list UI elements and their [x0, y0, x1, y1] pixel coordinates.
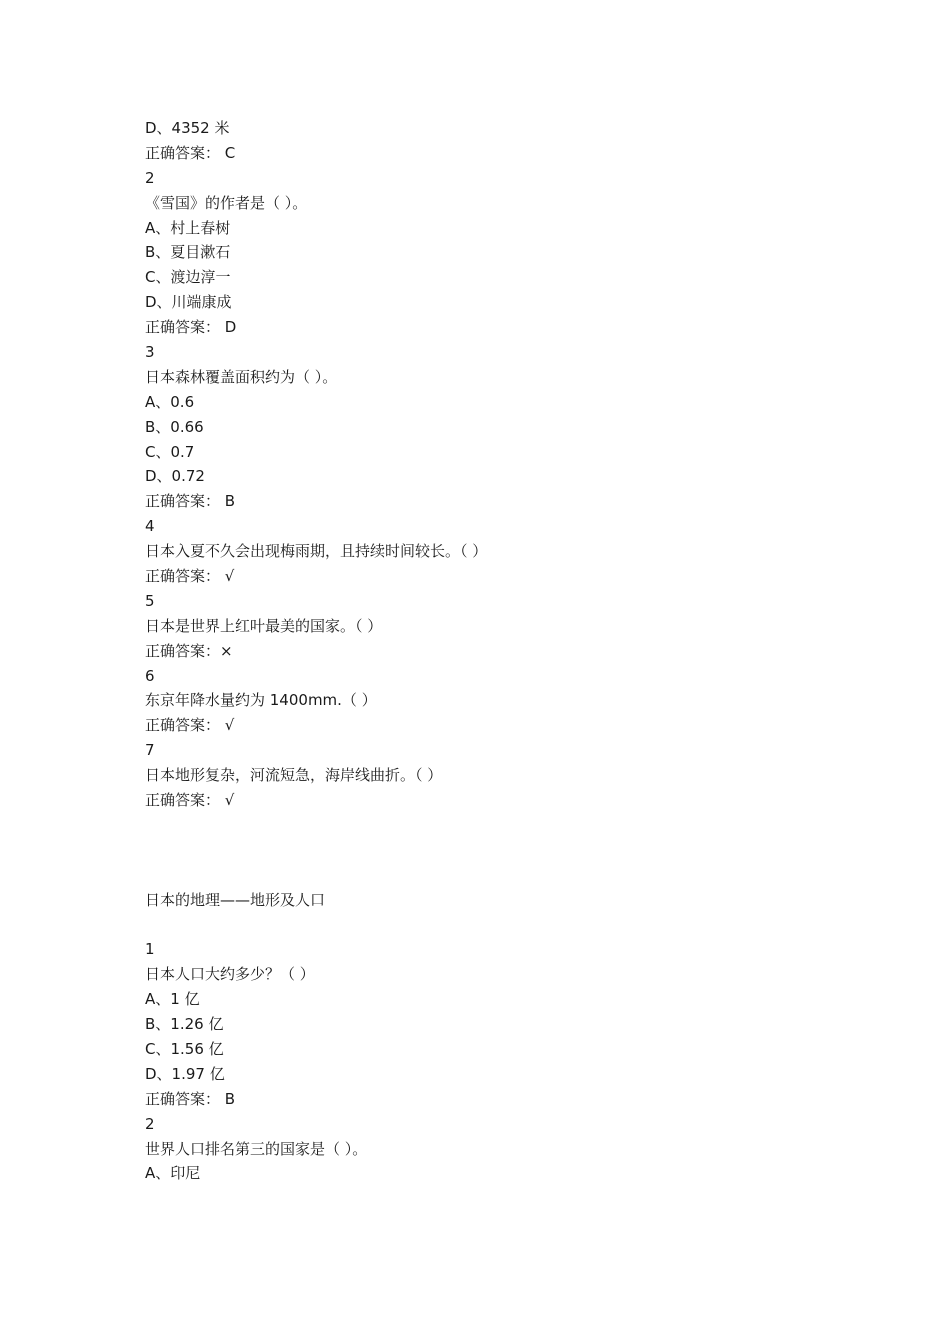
q7-text: 日本地形复杂，河流短急，海岸线曲折。（ ）: [145, 766, 443, 785]
q7-answer: 正确答案： √: [145, 791, 235, 810]
q1-option-d: D、4352 米: [145, 119, 230, 137]
q3-text: 日本森林覆盖面积约为（ ）。: [145, 367, 338, 386]
s2-q1-option-c: C、1.56 亿: [145, 1039, 224, 1058]
heading-spacer: [145, 913, 845, 938]
q5-answer: 正确答案：×: [145, 641, 233, 660]
s2-q2-text: 世界人口排名第三的国家是（ ）。: [145, 1139, 368, 1158]
q2-option-d: D、川端康成: [145, 293, 232, 312]
s2-q1-option-a: A、1 亿: [145, 990, 200, 1009]
q3-option-c: C、0.7: [145, 442, 195, 461]
q2-answer: 正确答案： D: [145, 318, 237, 337]
s2-q2-number: 2: [145, 1114, 155, 1133]
q5-text: 日本是世界上红叶最美的国家。（ ）: [145, 616, 383, 635]
q4-number: 4: [145, 517, 155, 536]
q5-number: 5: [145, 591, 155, 610]
s2-q1-option-d: D、1.97 亿: [145, 1064, 225, 1083]
q3-number: 3: [145, 343, 155, 362]
q1-answer: 正确答案： C: [145, 143, 236, 162]
q2-option-a: A、村上春树: [145, 218, 231, 237]
q3-option-b: B、0.66: [145, 417, 204, 436]
q4-text: 日本入夏不久会出现梅雨期，且持续时间较长。（ ）: [145, 542, 488, 561]
q3-option-d: D、0.72: [145, 467, 205, 486]
document-content: [145, 116, 845, 1186]
q3-option-a: A、0.6: [145, 392, 195, 411]
s2-q1-text: 日本人口大约多少？（ ）: [145, 965, 315, 984]
q2-number: 2: [145, 168, 155, 187]
q6-number: 6: [145, 666, 155, 685]
s2-q1-answer: 正确答案： B: [145, 1089, 236, 1108]
q3-answer: 正确答案： B: [145, 492, 236, 511]
q6-text: 东京年降水量约为 1400mm.（ ）: [145, 691, 377, 710]
section-heading: 日本的地理——地形及人口: [145, 890, 326, 909]
s2-q1-option-b: B、1.26 亿: [145, 1015, 224, 1034]
s2-q2-option-a: A、印尼: [145, 1164, 201, 1183]
section-spacer: [145, 813, 845, 888]
q4-answer: 正确答案： √: [145, 567, 235, 586]
q2-option-c: C、渡边淳一: [145, 268, 231, 287]
q2-text: 《雪国》的作者是（ ）。: [145, 193, 308, 212]
q2-option-b: B、夏目漱石: [145, 243, 231, 262]
q7-number: 7: [145, 741, 155, 760]
s2-q1-number: 1: [145, 940, 155, 959]
q6-answer: 正确答案： √: [145, 716, 235, 735]
